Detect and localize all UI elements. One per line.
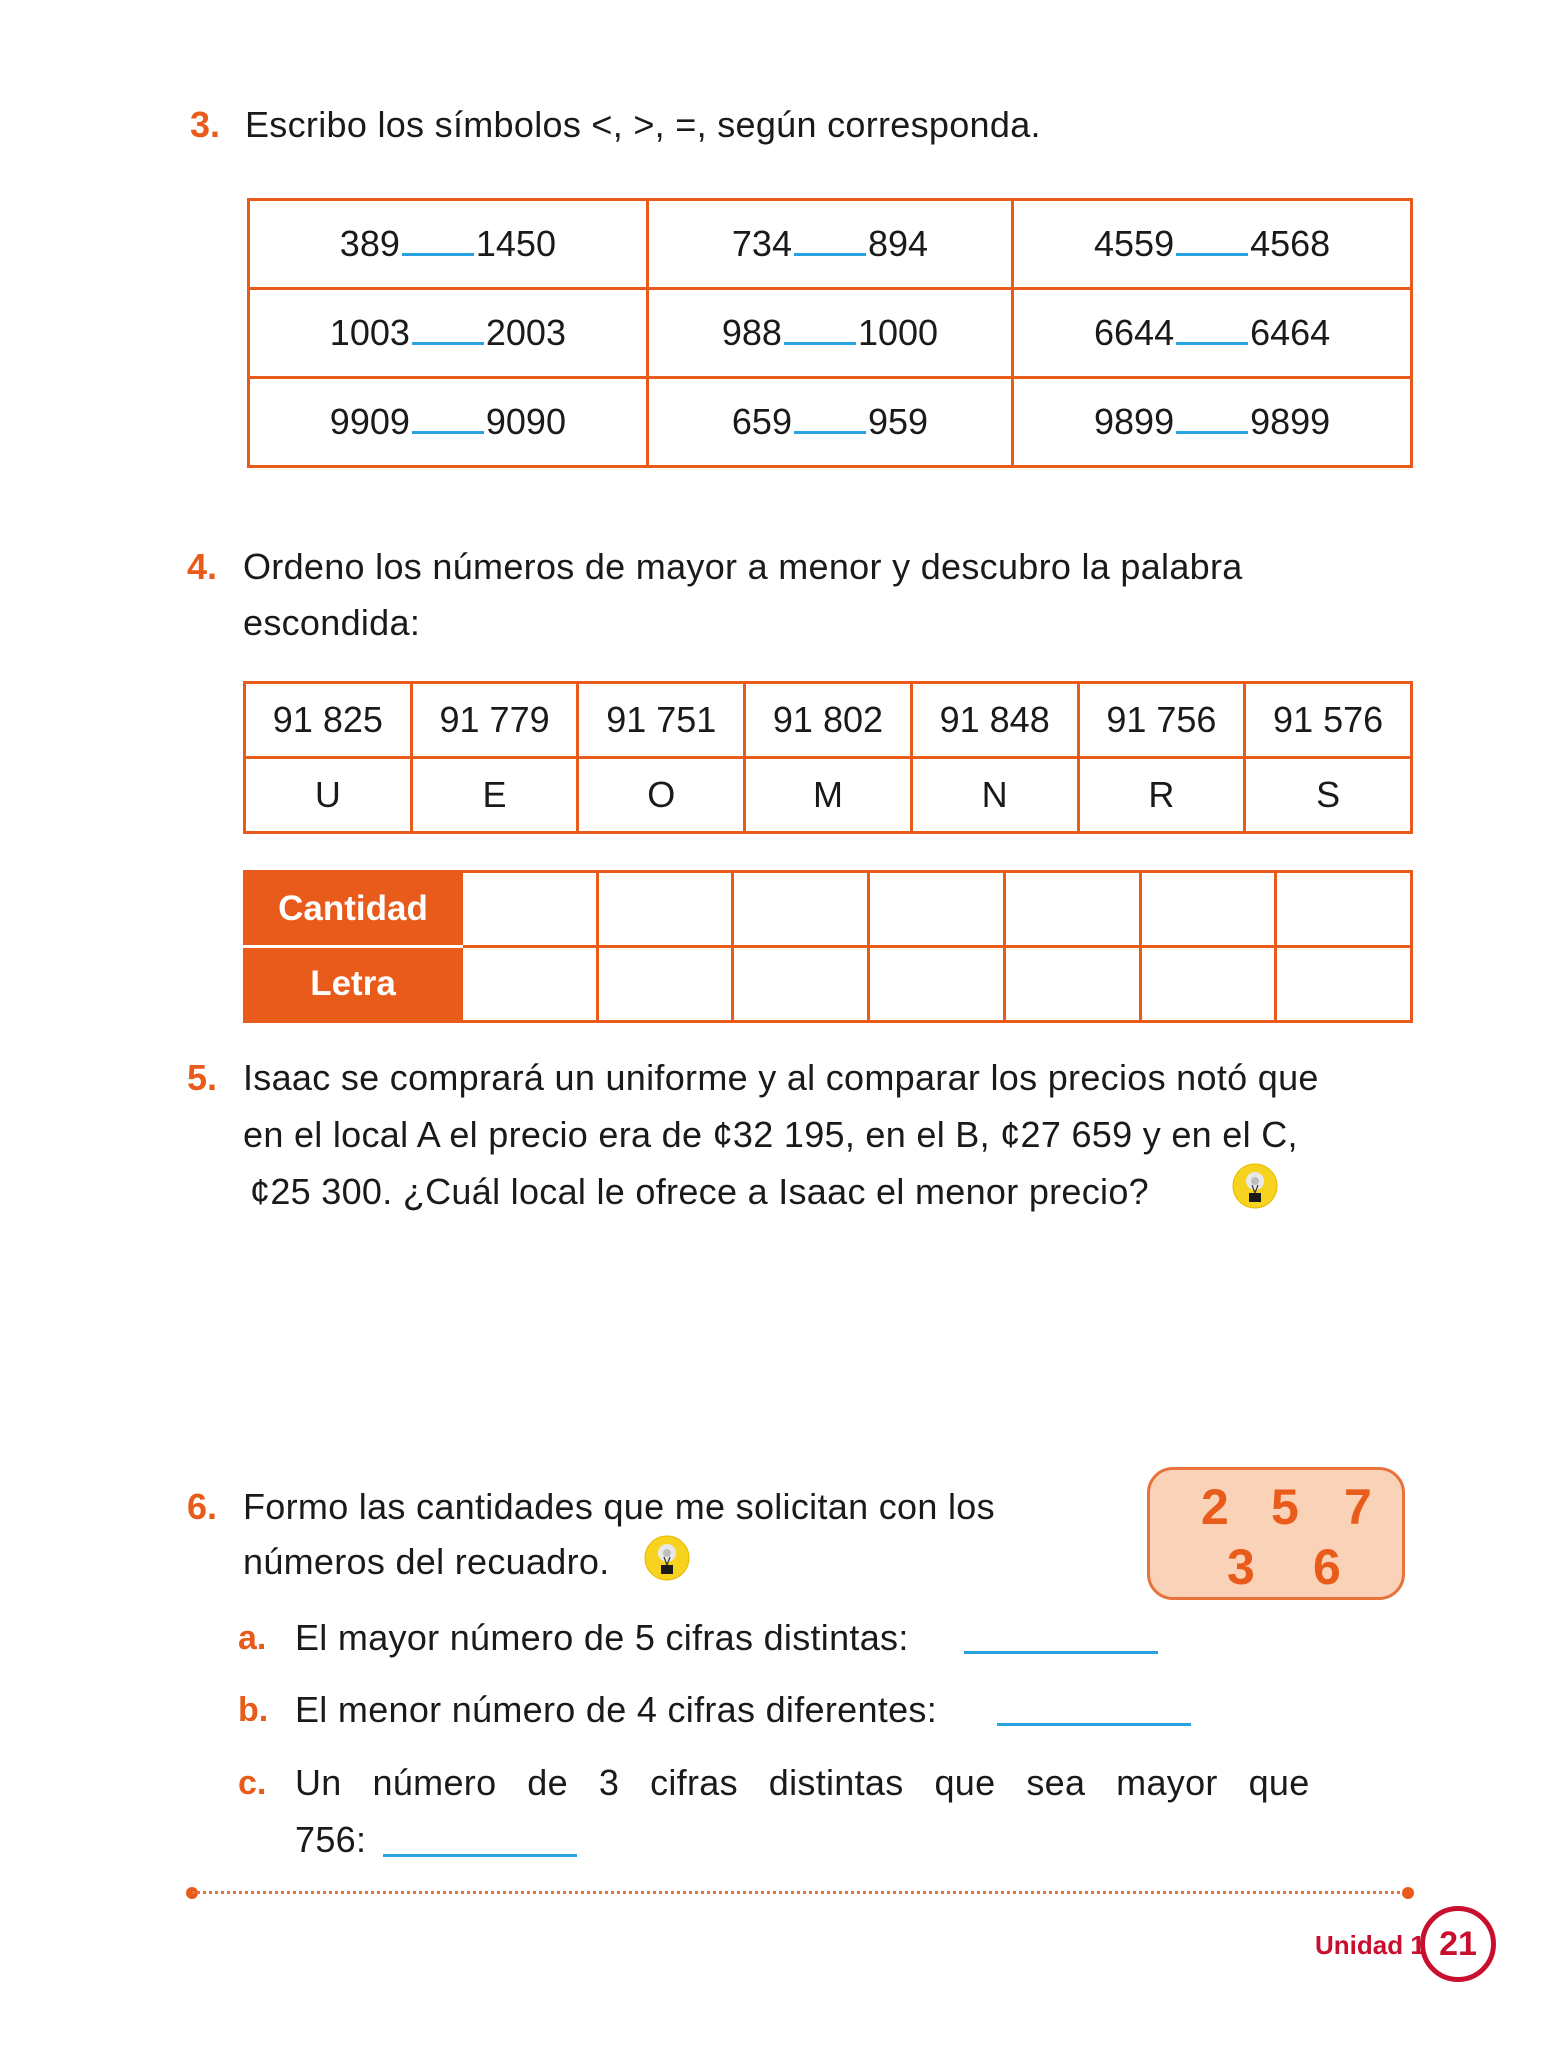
- answer-cell[interactable]: [1140, 872, 1276, 947]
- comparison-cell: 734 894: [647, 200, 1012, 289]
- question-5-text-line2: en el local A el precio era de ¢32 195, en el B, ¢27 659 y en el C,: [243, 1114, 1298, 1155]
- question-3-text: Escribo los símbolos <, >, =, según corresponda.: [245, 104, 1041, 145]
- page-number: 21: [1420, 1906, 1496, 1982]
- number-cell: 91 756: [1078, 683, 1245, 758]
- item-c-label: c.: [238, 1764, 267, 1802]
- letter-cell: M: [745, 758, 912, 833]
- item-b-text: El menor número de 4 cifras diferentes:: [295, 1689, 937, 1730]
- number-cell: 91 802: [745, 683, 912, 758]
- answer-cell[interactable]: [733, 947, 869, 1022]
- comparison-cell: 9909 9090: [249, 378, 648, 467]
- number-cell: 91 779: [411, 683, 578, 758]
- comparison-cell: 659 959: [647, 378, 1012, 467]
- item-a-text: El mayor número de 5 cifras distintas:: [295, 1617, 909, 1658]
- footer-dot-right: [1402, 1887, 1414, 1899]
- answer-blank[interactable]: [1176, 421, 1248, 434]
- item-a-label: a.: [238, 1619, 267, 1657]
- answer-cell[interactable]: [1140, 947, 1276, 1022]
- question-5-number: 5.: [187, 1057, 218, 1098]
- cantidad-header: Cantidad: [245, 872, 462, 947]
- answer-cell[interactable]: [733, 872, 869, 947]
- answer-cell[interactable]: [597, 872, 733, 947]
- question-6-text-line2: números del recuadro.: [243, 1541, 610, 1582]
- question-4-text-line1: Ordeno los números de mayor a menor y descubro la palabra: [243, 546, 1243, 587]
- digit: 2: [1201, 1479, 1229, 1535]
- letter-cell: U: [245, 758, 412, 833]
- letter-cell: E: [411, 758, 578, 833]
- answer-blank[interactable]: [1176, 243, 1248, 256]
- question-6-number: 6.: [187, 1486, 218, 1527]
- item-c-text: Un número de 3 cifras distintas que sea mayor que: [295, 1762, 1310, 1803]
- answer-cell[interactable]: [869, 947, 1005, 1022]
- answer-blank[interactable]: [794, 421, 866, 434]
- comparison-cell: 4559 4568: [1013, 200, 1412, 289]
- digit: 6: [1313, 1539, 1341, 1595]
- item-b-label: b.: [238, 1691, 269, 1729]
- letra-header: Letra: [245, 947, 462, 1022]
- answer-blank[interactable]: [402, 243, 474, 256]
- footer-divider: [192, 1891, 1406, 1894]
- numbers-letters-table: [243, 681, 1413, 834]
- answer-blank[interactable]: [794, 243, 866, 256]
- answer-cell[interactable]: [869, 872, 1005, 947]
- comparison-cell: 988 1000: [647, 289, 1012, 378]
- answer-cell[interactable]: [597, 947, 733, 1022]
- letter-cell: R: [1078, 758, 1245, 833]
- number-cell: 91 576: [1245, 683, 1412, 758]
- comparison-table: [247, 198, 1413, 468]
- letter-cell: O: [578, 758, 745, 833]
- item-a-answer-line[interactable]: [964, 1651, 1158, 1654]
- comparison-cell: 1003 2003: [249, 289, 648, 378]
- question-4-text-line2: escondida:: [243, 602, 421, 643]
- comparison-cell: 9899 9899: [1013, 378, 1412, 467]
- lightbulb-icon: [1232, 1163, 1278, 1209]
- number-cell: 91 825: [245, 683, 412, 758]
- item-c-text-line2: 756:: [295, 1819, 367, 1860]
- answer-cell[interactable]: [462, 872, 598, 947]
- question-3-number: 3.: [190, 104, 221, 145]
- unit-label: Unidad 1: [1315, 1930, 1425, 1960]
- comparison-cell: 6644 6464: [1013, 289, 1412, 378]
- item-c-answer-line[interactable]: [383, 1854, 577, 1857]
- answer-blank[interactable]: [412, 332, 484, 345]
- digits-box: [1147, 1467, 1405, 1600]
- answer-cell[interactable]: [462, 947, 598, 1022]
- question-5-text-line1: Isaac se comprará un uniforme y al comparar los precios notó que: [243, 1057, 1319, 1098]
- answer-cell[interactable]: [1004, 872, 1140, 947]
- answer-blank[interactable]: [784, 332, 856, 345]
- comparison-cell: 389 1450: [249, 200, 648, 289]
- question-5-text-line3: ¢25 300. ¿Cuál local le ofrece a Isaac el menor precio?: [250, 1171, 1149, 1212]
- answer-cell[interactable]: [1276, 947, 1412, 1022]
- answer-cell[interactable]: [1004, 947, 1140, 1022]
- lightbulb-icon: [644, 1535, 690, 1581]
- digit: 3: [1227, 1539, 1255, 1595]
- letter-cell: S: [1245, 758, 1412, 833]
- answer-blank[interactable]: [412, 421, 484, 434]
- digit: 5: [1271, 1479, 1299, 1535]
- number-cell: 91 848: [911, 683, 1078, 758]
- answer-blank[interactable]: [1176, 332, 1248, 345]
- letter-cell: N: [911, 758, 1078, 833]
- answer-table: [243, 870, 1413, 1023]
- answer-cell[interactable]: [1276, 872, 1412, 947]
- number-cell: 91 751: [578, 683, 745, 758]
- digit: 7: [1344, 1479, 1372, 1535]
- item-b-answer-line[interactable]: [997, 1723, 1191, 1726]
- question-6-text-line1: Formo las cantidades que me solicitan con los: [243, 1486, 995, 1527]
- question-4-number: 4.: [187, 546, 218, 587]
